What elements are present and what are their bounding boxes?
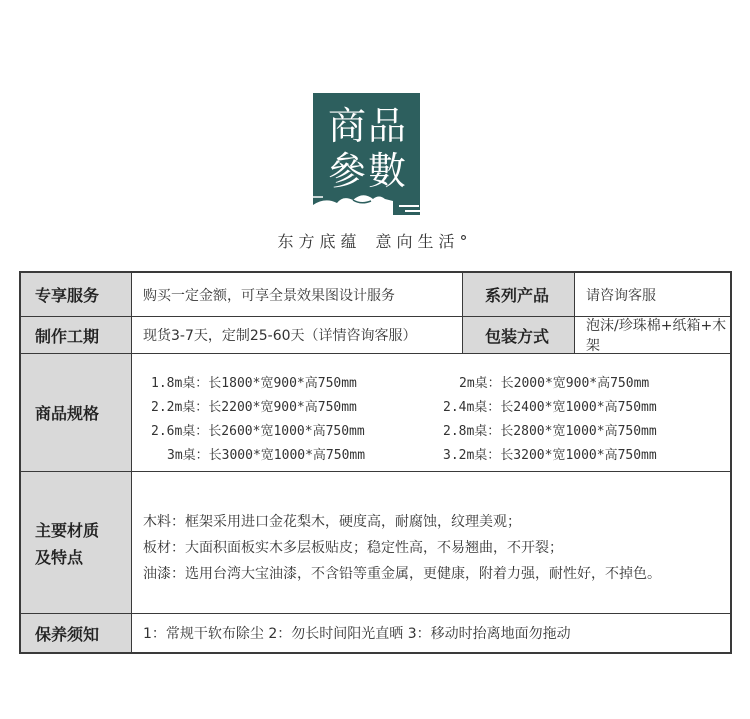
spec-item: 2.2m桌：长2200*宽900*高750mm — [151, 400, 357, 415]
product-params-logo — [313, 93, 420, 215]
materials-cell — [132, 472, 730, 614]
tagline-part1: 东方底蕴 — [277, 232, 362, 251]
materials-label-line2: 及特点 — [35, 547, 84, 567]
tagline-part2: 意向生活° — [375, 232, 473, 251]
production-time-label: 制作工期 — [21, 317, 132, 354]
brand-tagline — [240, 229, 510, 252]
spec-item: 3m桌：长3000*宽1000*高750mm — [167, 448, 366, 463]
packaging-label: 包装方式 — [463, 317, 575, 354]
logo-char: 品 — [367, 104, 406, 148]
spec-item: 2.4m桌：长2400*宽1000*高750mm — [443, 400, 657, 415]
material-line-wood: 木料：框架采用进口金花梨木，硬度高，耐腐蚀，纹理美观； — [143, 514, 521, 530]
spec-item: 1.8m桌：长1800*宽900*高750mm — [151, 376, 357, 391]
spec-item: 3.2m桌：长3200*宽1000*高750mm — [443, 448, 657, 463]
logo-char: 商 — [327, 104, 366, 148]
spec-item: 2.6m桌：长2600*宽1000*高750mm — [151, 424, 365, 439]
product-spec-table — [19, 271, 732, 654]
specs-grid — [151, 354, 730, 472]
service-value: 购买一定金额，可享全景效果图设计服务 — [132, 273, 463, 317]
service-label: 专享服务 — [21, 273, 132, 317]
care-value: 1：常规干软布除尘 2：勿长时间阳光直晒 3：移动时抬离地面勿拖动 — [132, 614, 730, 652]
care-label: 保养须知 — [21, 614, 132, 652]
material-line-board: 板材：大面积面板实木多层板贴皮；稳定性高，不易翘曲，不开裂； — [143, 540, 563, 556]
cloud-decoration-icon — [313, 93, 420, 215]
packaging-value: 泡沫/珍珠棉+纸箱+木架 — [575, 317, 730, 354]
production-time-value: 现货3-7天，定制25-60天（详情咨询客服） — [132, 317, 463, 354]
specs-label: 商品规格 — [21, 354, 132, 472]
series-label: 系列产品 — [463, 273, 575, 317]
series-value: 请咨询客服 — [575, 273, 730, 317]
materials-label — [21, 472, 132, 614]
material-line-paint: 油漆：选用台湾大宝油漆，不含铅等重金属，更健康，附着力强，耐性好，不掉色。 — [143, 566, 661, 582]
logo-char: 參 — [327, 149, 366, 193]
spec-item: 2.8m桌：长2800*宽1000*高750mm — [443, 424, 657, 439]
materials-label-line1: 主要材质 — [35, 520, 100, 540]
spec-item: 2m桌：长2000*宽900*高750mm — [459, 376, 650, 391]
logo-char: 數 — [367, 149, 406, 193]
